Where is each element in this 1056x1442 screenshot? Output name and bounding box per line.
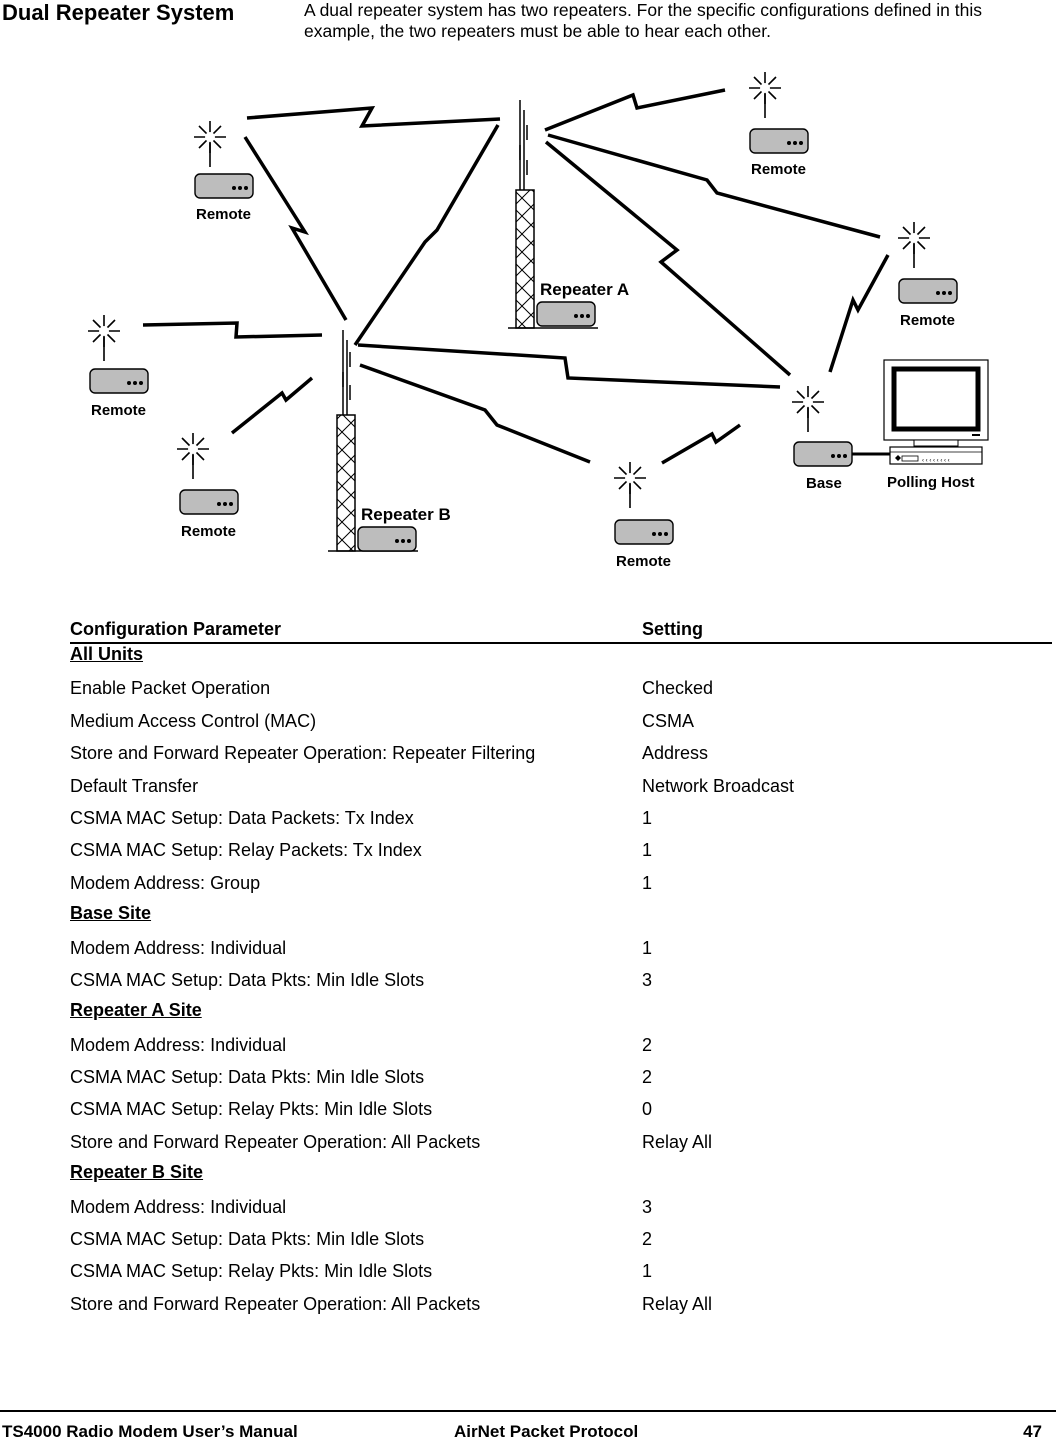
setting-cell: 1 xyxy=(642,937,653,958)
setting-cell: 3 xyxy=(642,1196,653,1217)
page-number: 47 xyxy=(1023,1422,1042,1441)
table-row xyxy=(70,1033,1052,1065)
parameter-cell: CSMA MAC Setup: Relay Pkts: Min Idle Slots xyxy=(70,1099,433,1120)
section-title: Dual Repeater System xyxy=(2,0,235,25)
parameter-cell: CSMA MAC Setup: Relay Packets: Tx Index xyxy=(70,840,422,861)
base-label: Base xyxy=(806,475,842,492)
table-row xyxy=(70,936,1052,968)
table-row xyxy=(70,1292,1052,1324)
group-label: Repeater A Site xyxy=(70,1000,202,1021)
parameter-cell: CSMA MAC Setup: Data Pkts: Min Idle Slots xyxy=(70,969,425,990)
parameter-cell: Modem Address: Group xyxy=(70,872,261,893)
table-row xyxy=(70,838,1052,870)
parameter-cell: Default Transfer xyxy=(70,775,199,796)
remote-unit xyxy=(614,462,673,544)
remote-unit xyxy=(88,315,148,393)
remote-unit xyxy=(749,72,808,153)
setting-cell: 3 xyxy=(642,969,653,990)
table-row xyxy=(70,1065,1052,1097)
remote-unit xyxy=(194,121,253,198)
remote-label: Remote xyxy=(900,312,956,329)
remote-label: Remote xyxy=(181,523,237,540)
svg-text:‹ ‹ ‹ ‹ ‹ ‹ ‹ ‹: ‹ ‹ ‹ ‹ ‹ ‹ ‹ ‹ xyxy=(922,458,950,464)
table-header xyxy=(70,618,1052,644)
table-row xyxy=(70,1195,1052,1227)
table-row xyxy=(70,1227,1052,1259)
parameter-cell: Modem Address: Individual xyxy=(70,1034,287,1055)
table-row xyxy=(70,774,1052,806)
parameter-cell: Store and Forward Repeater Operation: Repeater Filtering xyxy=(70,743,536,764)
polling-host-label: Polling Host xyxy=(887,474,975,491)
group-label: Base Site xyxy=(70,903,152,924)
setting-cell: Checked xyxy=(642,678,714,699)
parameter-cell: CSMA MAC Setup: Relay Pkts: Min Idle Slots xyxy=(70,1261,433,1282)
remote-label: Remote xyxy=(616,553,672,570)
setting-cell: 0 xyxy=(642,1099,653,1120)
table-group-heading xyxy=(70,1162,1052,1194)
parameter-cell: Enable Packet Operation xyxy=(70,678,271,699)
table-row xyxy=(70,676,1052,708)
remote-unit xyxy=(177,433,238,514)
polling-host-computer xyxy=(884,360,988,464)
table-group-heading xyxy=(70,903,1052,935)
setting-cell: 1 xyxy=(642,840,653,861)
table-row xyxy=(70,806,1052,838)
table-row xyxy=(70,1130,1052,1162)
setting-cell: CSMA xyxy=(642,710,695,731)
setting-cell: Relay All xyxy=(642,1293,713,1314)
group-label: Repeater B Site xyxy=(70,1162,204,1183)
remote-unit xyxy=(898,222,957,303)
setting-cell: Relay All xyxy=(642,1131,713,1152)
parameter-cell: Modem Address: Individual xyxy=(70,1196,287,1217)
remote-label: Remote xyxy=(751,161,807,178)
table-row xyxy=(70,1259,1052,1291)
page-footer xyxy=(0,1410,1056,1439)
parameter-cell: Modem Address: Individual xyxy=(70,937,287,958)
parameter-cell: Medium Access Control (MAC) xyxy=(70,710,317,731)
table-row xyxy=(70,741,1052,773)
repeater-b-label: Repeater B xyxy=(361,505,451,524)
network-diagram xyxy=(0,60,1056,590)
setting-cell: 1 xyxy=(642,1261,653,1282)
table-group-heading xyxy=(70,1000,1052,1032)
parameter-cell: CSMA MAC Setup: Data Pkts: Min Idle Slots xyxy=(70,1229,425,1250)
table-row xyxy=(70,968,1052,1000)
setting-cell: 1 xyxy=(642,872,653,893)
setting-cell: 1 xyxy=(642,807,653,828)
intro-paragraph: A dual repeater system has two repeaters. For the specific configurations defined in this example, the two repeaters must be able to hear each other. xyxy=(304,0,982,41)
table-group-heading xyxy=(70,644,1052,676)
parameter-cell: Store and Forward Repeater Operation: All Packets xyxy=(70,1293,481,1314)
configuration-table xyxy=(70,644,1052,1324)
table-row xyxy=(70,709,1052,741)
header-setting: Setting xyxy=(642,619,703,639)
header-parameter: Configuration Parameter xyxy=(70,619,282,639)
footer-manual-title: TS4000 Radio Modem User’s Manual xyxy=(2,1422,298,1441)
base-unit xyxy=(792,386,890,466)
remote-label: Remote xyxy=(196,206,252,223)
table-row xyxy=(70,871,1052,903)
setting-cell: 2 xyxy=(642,1034,653,1055)
parameter-cell: CSMA MAC Setup: Data Pkts: Min Idle Slots xyxy=(70,1067,425,1088)
repeater-a-label: Repeater A xyxy=(540,280,630,299)
setting-cell: 2 xyxy=(642,1067,653,1088)
parameter-cell: Store and Forward Repeater Operation: All Packets xyxy=(70,1131,481,1152)
setting-cell: Network Broadcast xyxy=(642,775,795,796)
group-label: All Units xyxy=(70,644,144,664)
setting-cell: Address xyxy=(642,743,709,764)
table-row xyxy=(70,1097,1052,1129)
setting-cell: 2 xyxy=(642,1229,653,1250)
remote-label: Remote xyxy=(91,402,147,419)
parameter-cell: CSMA MAC Setup: Data Packets: Tx Index xyxy=(70,807,414,828)
footer-section: AirNet Packet Protocol xyxy=(454,1422,639,1441)
